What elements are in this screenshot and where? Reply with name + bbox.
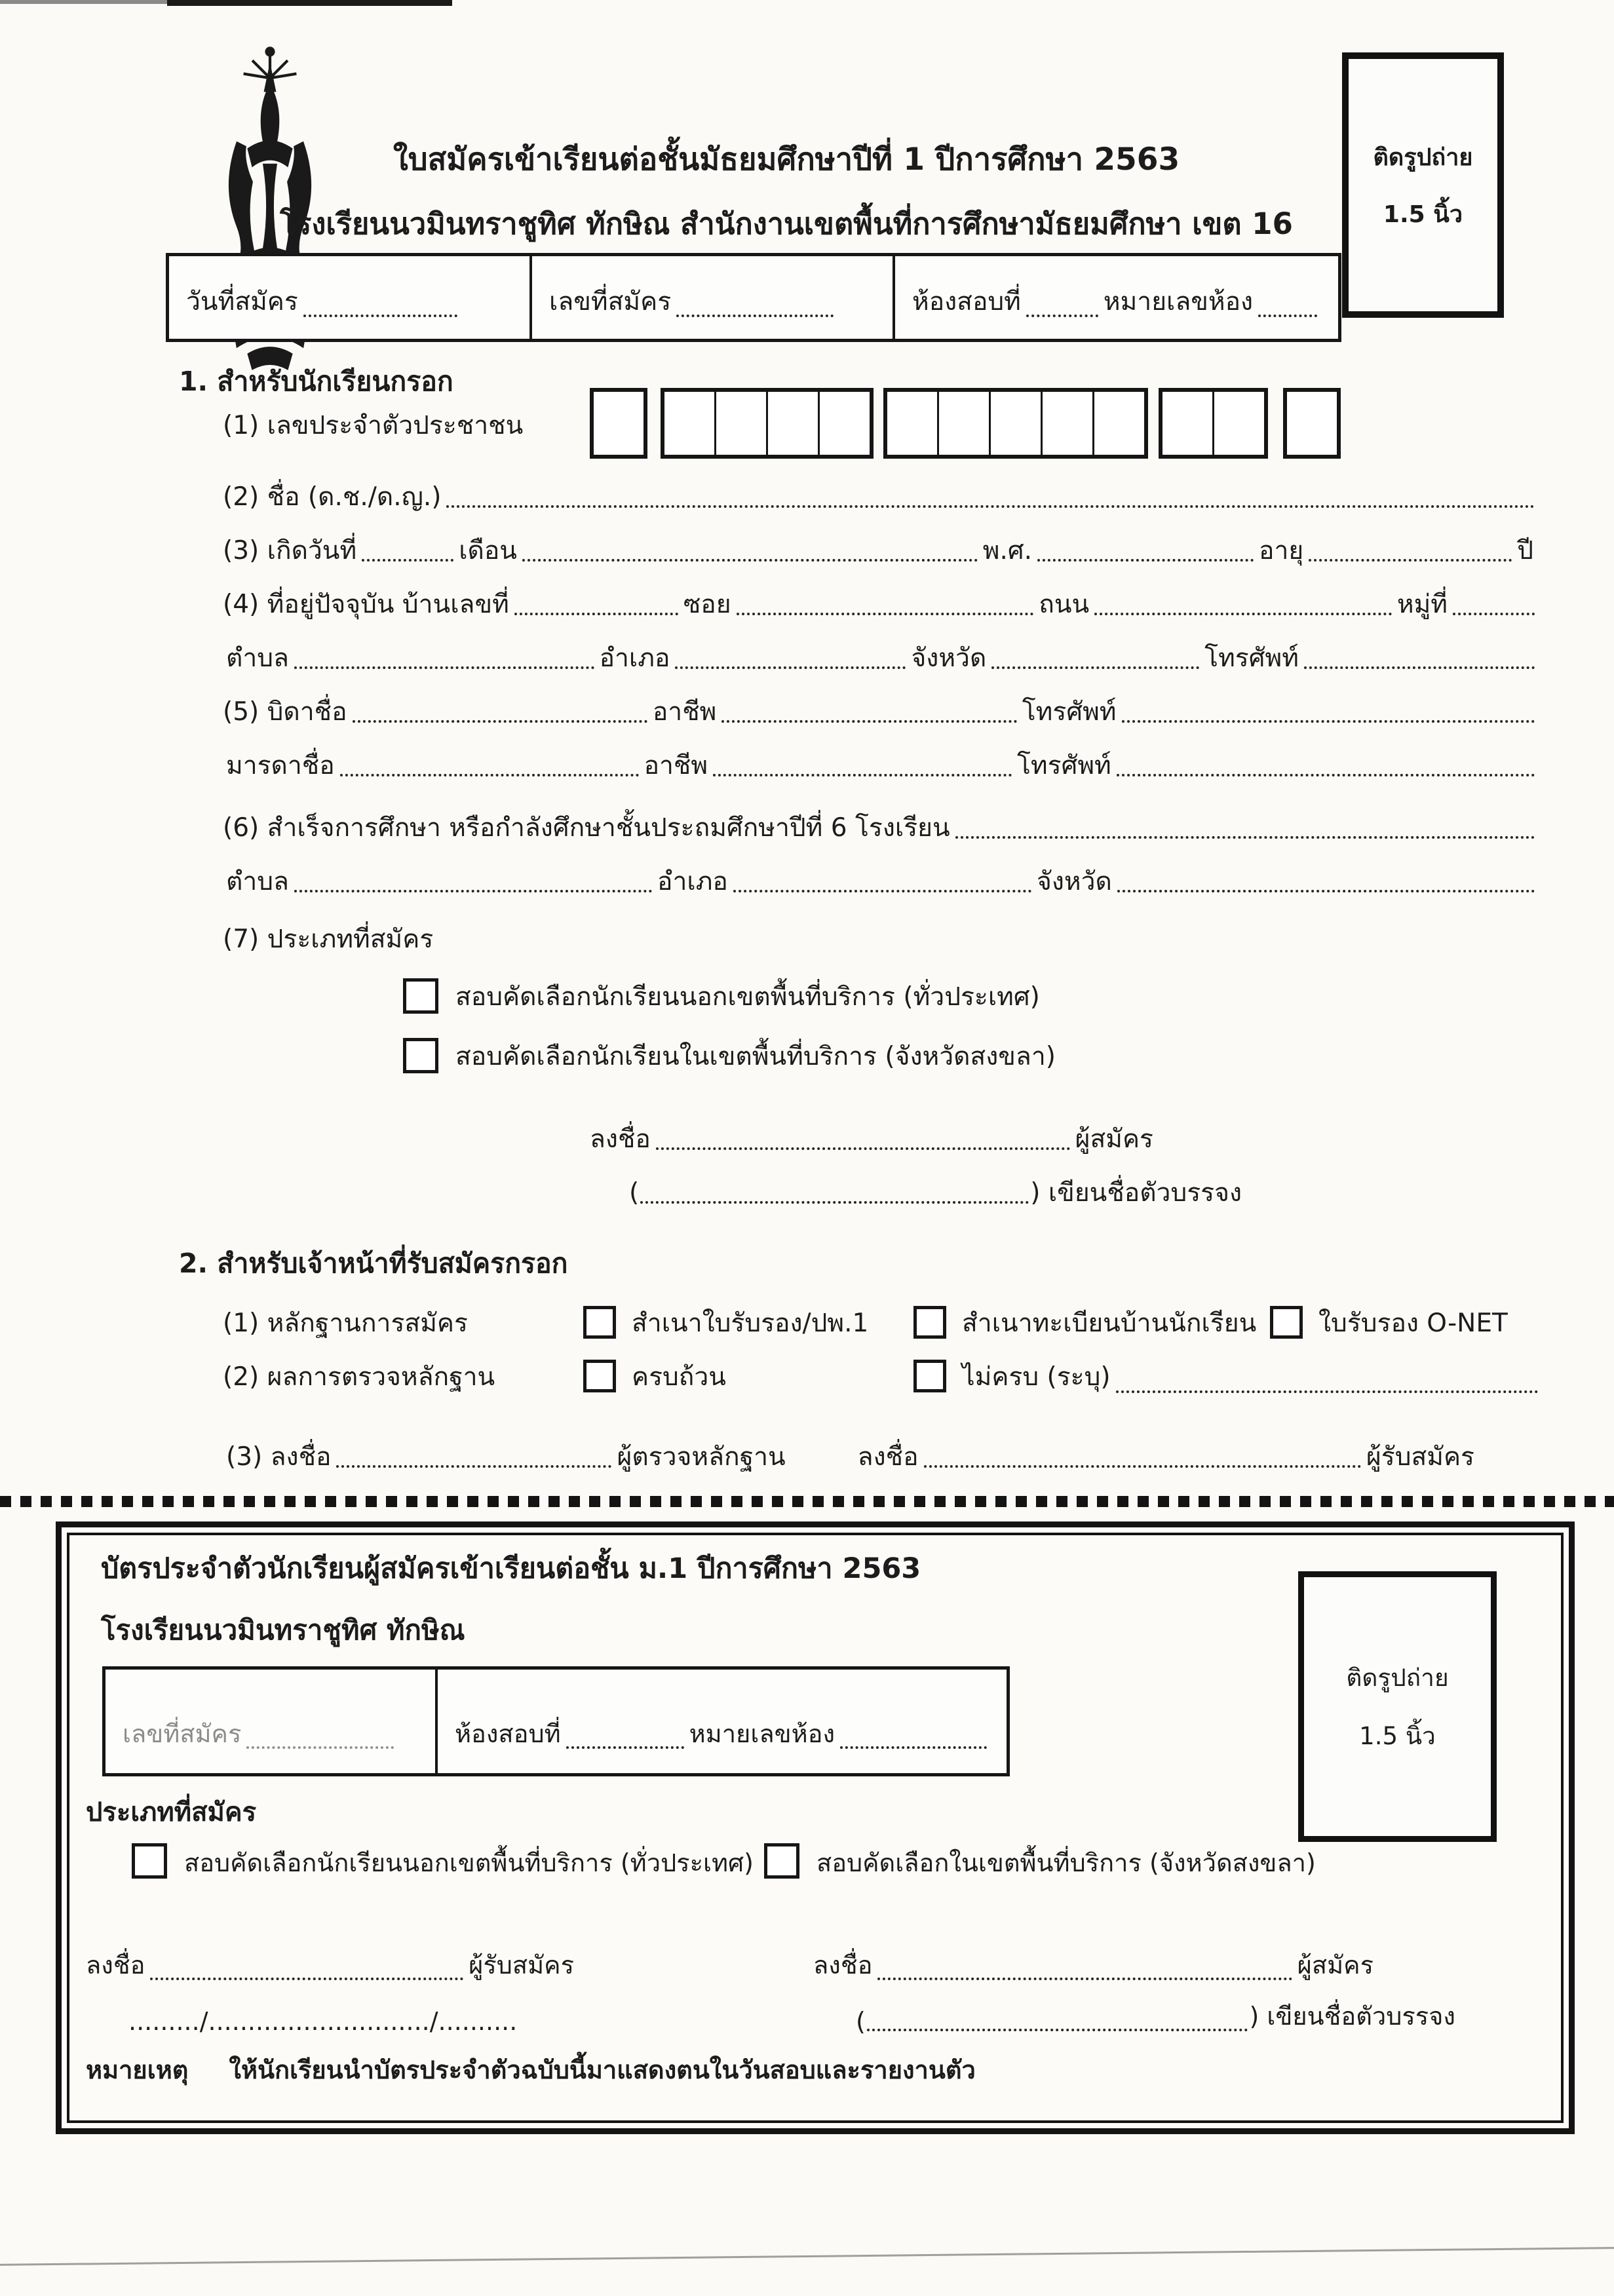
citizen-id-label: (1) เลขประจำตัวประชาชน xyxy=(223,411,524,441)
checkbox-incomplete[interactable] xyxy=(913,1360,946,1392)
checkbox-house-registration[interactable] xyxy=(913,1306,946,1339)
checkbox-complete[interactable] xyxy=(583,1360,616,1392)
card-checkbox-inside-service-area[interactable] xyxy=(764,1843,799,1879)
student-exam-card xyxy=(56,1521,1575,2134)
birth-month-label: เดือน xyxy=(459,536,517,566)
name-label: (2) ชื่อ (ด.ช./ด.ญ.) xyxy=(223,482,442,512)
previous-school-label: (6) สำเร็จการศึกษา หรือกำลังศึกษาชั้นประถมศึกษาปีที่ 6 โรงเรียน xyxy=(223,813,950,843)
evidence-label: (1) หลักฐานการสมัคร xyxy=(223,1308,468,1338)
exam-room-label: ห้องสอบที่ xyxy=(912,287,1021,316)
photo-box-label-2: 1.5 นิ้ว xyxy=(1383,201,1463,228)
card-date-row xyxy=(128,1999,517,2036)
id-digit-group-2 xyxy=(661,388,874,459)
card-receiver-role-label: ผู้รับสมัคร xyxy=(469,1951,574,1980)
mother-phone-label: โทรศัพท์ xyxy=(1016,751,1111,781)
school-name-line: โรงเรียนนวมินทราชูทิศ ทักษิณ สำนักงานเขตพื้นที่การศึกษามัธยมศึกษา เขต 16 xyxy=(280,206,1293,241)
card-type-option-2 xyxy=(764,1842,1316,1883)
father-row xyxy=(223,689,1540,727)
applicant-role-label: ผู้สมัคร xyxy=(1075,1124,1153,1155)
section1-heading: 1. สำหรับนักเรียนกรอก xyxy=(179,365,453,397)
province-label: จังหวัด xyxy=(911,643,987,674)
tambon-field[interactable] xyxy=(294,660,594,669)
card-note-label: หมายเหตุ xyxy=(86,2056,189,2084)
info-cell-apply-date xyxy=(169,256,529,339)
card-exam-room-label: ห้องสอบที่ xyxy=(455,1719,561,1748)
phone-label: โทรศัพท์ xyxy=(1204,643,1299,674)
id-digit-box[interactable] xyxy=(1092,392,1144,455)
father-occupation-label: อาชีพ xyxy=(652,697,717,727)
photo-box xyxy=(1342,52,1504,318)
id-digit-box[interactable] xyxy=(818,392,870,455)
soi-field[interactable] xyxy=(737,606,1034,615)
id-digit-group-5 xyxy=(1283,388,1341,459)
father-name-label: (5) บิดาชื่อ xyxy=(223,697,347,727)
id-digit-box[interactable] xyxy=(714,392,766,455)
id-digit-box[interactable] xyxy=(1162,392,1212,455)
option-certificate-copy-label: สำเนาใบรับรอง/ปพ.1 xyxy=(632,1308,869,1338)
amphoe-label: อำเภอ xyxy=(599,643,670,674)
card-receiver-signature-field[interactable] xyxy=(150,1971,463,1980)
road-label: ถนน xyxy=(1039,590,1090,620)
card-note-row xyxy=(86,2053,976,2090)
checkbox-onet-certificate[interactable] xyxy=(1270,1306,1303,1339)
checkbox-outside-service-area[interactable] xyxy=(403,978,438,1014)
father-phone-label: โทรศัพท์ xyxy=(1022,697,1117,727)
header-info-bar xyxy=(166,253,1341,342)
moo-label: หมู่ที่ xyxy=(1396,590,1448,620)
id-digit-group-4 xyxy=(1159,388,1268,459)
previous-school-field[interactable] xyxy=(955,830,1535,839)
id-digit-box[interactable] xyxy=(937,392,989,455)
card-printed-name-field[interactable] xyxy=(867,2022,1248,2031)
card-receiver-signature-label: ลงชื่อ xyxy=(86,1951,145,1980)
apply-number-field[interactable] xyxy=(676,308,834,317)
school-tambon-label: ตำบล xyxy=(226,867,289,897)
option-onet-certificate-label: ใบรับรอง O-NET xyxy=(1318,1308,1508,1338)
name-field[interactable] xyxy=(446,499,1535,508)
moo-field[interactable] xyxy=(1453,606,1535,615)
card-school-name: โรงเรียนนวมินทราชูทิศ ทักษิณ xyxy=(101,1614,465,1646)
birth-day-field[interactable] xyxy=(362,552,453,562)
verifier-role-label: ผู้ตรวจหลักฐาน xyxy=(617,1442,786,1472)
apply-date-field[interactable] xyxy=(303,308,457,317)
age-label: อายุ xyxy=(1259,536,1304,566)
room-number-label: หมายเลขห้อง xyxy=(1103,287,1254,316)
school-province-field[interactable] xyxy=(1117,883,1535,892)
school-amphoe-label: อำเภอ xyxy=(657,867,728,897)
applicant-printed-name-field[interactable] xyxy=(640,1195,1029,1204)
checkbox-inside-service-area[interactable] xyxy=(403,1038,438,1073)
student-exam-card-inner-border xyxy=(67,1533,1564,2123)
card-room-number-label: หมายเลขห้อง xyxy=(689,1719,836,1748)
option-house-registration-label: สำเนาทะเบียนบ้านนักเรียน xyxy=(962,1308,1257,1338)
verifier-signature-field[interactable] xyxy=(336,1459,611,1468)
apply-number-label: เลขที่สมัคร xyxy=(549,287,672,316)
card-option-outside-label: สอบคัดเลือกนักเรียนนอกเขตพื้นที่บริการ (ทั่วประเทศ) xyxy=(184,1848,754,1877)
school-tambon-field[interactable] xyxy=(294,883,652,892)
card-printed-name-note: ) เขียนชื่อตัวบรรจง xyxy=(1249,2002,1455,2031)
mother-occupation-field[interactable] xyxy=(713,767,1012,776)
form-title: ใบสมัครเข้าเรียนต่อชั้นมัธยมศึกษาปีที่ 1 ปีการศึกษา 2563 xyxy=(393,142,1180,178)
house-number-field[interactable] xyxy=(514,606,678,615)
apply-type-option-1 xyxy=(403,978,1040,1017)
school-province-label: จังหวัด xyxy=(1036,867,1112,897)
info-cell-apply-number xyxy=(529,256,893,339)
card-info-bar xyxy=(102,1666,1010,1776)
apply-type-option-2 xyxy=(403,1037,1056,1077)
card-title: บัตรประจำตัวนักเรียนผู้สมัครเข้าเรียนต่อชั้น ม.1 ปีการศึกษา 2563 xyxy=(101,1552,921,1585)
id-digit-group-1 xyxy=(590,388,647,459)
card-cell-exam-room xyxy=(435,1670,1007,1773)
card-applicant-signature-field[interactable] xyxy=(877,1971,1292,1980)
card-apply-number-label: เลขที่สมัคร xyxy=(123,1719,242,1748)
house-number-label: (4) ที่อยู่ปัจจุบัน บ้านเลขที่ xyxy=(223,590,509,620)
printed-name-note: ) เขียนชื่อตัวบรรจง xyxy=(1030,1178,1242,1208)
card-photo-box-label-1: ติดรูปถ่าย xyxy=(1346,1663,1449,1692)
cut-here-dashed-line xyxy=(0,1496,1614,1507)
apply-type-heading: (7) ประเภทที่สมัคร xyxy=(223,925,434,955)
mother-name-label: มารดาชื่อ xyxy=(226,751,335,781)
previous-school-row xyxy=(223,805,1540,843)
evidence-row xyxy=(223,1303,1543,1344)
card-cell-apply-number xyxy=(106,1670,435,1773)
receiver-signature-label: ลงชื่อ xyxy=(857,1442,919,1472)
incomplete-detail-field[interactable] xyxy=(1116,1384,1538,1393)
receiver-signature-field[interactable] xyxy=(924,1459,1361,1468)
card-apply-number-field[interactable] xyxy=(246,1740,394,1749)
id-digit-box[interactable] xyxy=(766,392,818,455)
card-checkbox-outside-service-area[interactable] xyxy=(132,1843,167,1879)
apply-date-label: วันที่สมัคร xyxy=(186,287,298,316)
id-digit-box[interactable] xyxy=(887,392,937,455)
card-type-heading: ประเภทที่สมัคร xyxy=(86,1797,257,1827)
evidence-check-row xyxy=(223,1357,1543,1398)
option-complete-label: ครบถ้วน xyxy=(632,1362,726,1392)
option-incomplete-label: ไม่ครบ (ระบุ) xyxy=(962,1362,1111,1392)
card-applicant-signature-label: ลงชื่อ xyxy=(813,1951,873,1980)
address-row xyxy=(223,582,1540,620)
scan-artifact-top-dark xyxy=(167,0,452,6)
father-name-field[interactable] xyxy=(353,714,647,723)
age-unit-label: ปี xyxy=(1517,536,1533,566)
tambon-label: ตำบล xyxy=(226,643,289,674)
info-cell-exam-room xyxy=(893,256,1338,339)
id-digit-box[interactable] xyxy=(1212,392,1264,455)
signature-label: ลงชื่อ xyxy=(590,1124,651,1155)
card-date-field[interactable]: ........./............................/.......... xyxy=(128,2007,518,2036)
father-phone-field[interactable] xyxy=(1122,714,1535,723)
province-field[interactable] xyxy=(991,660,1199,669)
card-receiver-signature-row xyxy=(86,1948,574,1985)
soi-label: ซอย xyxy=(683,590,731,620)
previous-school-address-row xyxy=(226,859,1540,897)
birth-day-label: (3) เกิดวันที่ xyxy=(223,536,357,566)
mother-occupation-label: อาชีพ xyxy=(644,751,708,781)
applicant-signature-row xyxy=(590,1117,1153,1155)
birth-month-field[interactable] xyxy=(522,552,978,562)
birthdate-row xyxy=(223,528,1533,566)
id-digit-box[interactable] xyxy=(1041,392,1092,455)
id-digit-box[interactable] xyxy=(594,392,644,455)
amphoe-field[interactable] xyxy=(675,660,906,669)
school-amphoe-field[interactable] xyxy=(733,883,1031,892)
id-digit-group-3 xyxy=(883,388,1148,459)
receiver-role-label: ผู้รับสมัคร xyxy=(1366,1442,1474,1472)
mother-row xyxy=(226,743,1540,781)
id-digit-box[interactable] xyxy=(1287,392,1337,455)
option-outside-service-area-label: สอบคัดเลือกนักเรียนนอกเขตพื้นที่บริการ (ทั่วประเทศ) xyxy=(455,982,1040,1012)
card-option-inside-label: สอบคัดเลือกในเขตพื้นที่บริการ (จังหวัดสงขลา) xyxy=(817,1848,1316,1877)
scan-artifact-page-edge xyxy=(0,2247,1614,2266)
card-note-text: ให้นักเรียนนำบัตรประจำตัวฉบับนี้มาแสดงตนในวันสอบและรายงานตัว xyxy=(229,2056,976,2084)
mother-phone-field[interactable] xyxy=(1117,767,1535,776)
checkbox-certificate-copy[interactable] xyxy=(583,1306,616,1339)
applicant-signature-field[interactable] xyxy=(656,1141,1070,1150)
card-type-option-1 xyxy=(132,1842,754,1883)
card-exam-room-field[interactable] xyxy=(566,1740,684,1749)
card-printed-name-row xyxy=(856,1999,1455,2036)
card-photo-box xyxy=(1298,1571,1497,1842)
mother-name-field[interactable] xyxy=(340,767,639,776)
age-field[interactable] xyxy=(1309,552,1512,562)
card-applicant-role-label: ผู้สมัคร xyxy=(1297,1951,1374,1980)
id-digit-box[interactable] xyxy=(989,392,1041,455)
birth-year-field[interactable] xyxy=(1037,552,1254,562)
birth-year-label: พ.ศ. xyxy=(982,536,1033,566)
paren-open: ( xyxy=(629,1178,640,1208)
name-row xyxy=(223,474,1540,512)
phone-field[interactable] xyxy=(1304,660,1535,669)
exam-room-field[interactable] xyxy=(1026,308,1098,317)
officer-signature-row xyxy=(226,1434,1474,1472)
photo-box-label-1: ติดรูปถ่าย xyxy=(1373,144,1473,171)
applicant-printed-name-row xyxy=(629,1170,1242,1208)
card-paren-open: ( xyxy=(856,2007,866,2036)
card-photo-box-label-2: 1.5 นิ้ว xyxy=(1359,1721,1436,1750)
evidence-check-label: (2) ผลการตรวจหลักฐาน xyxy=(223,1362,495,1392)
id-digit-box[interactable] xyxy=(664,392,714,455)
verifier-signature-label: (3) ลงชื่อ xyxy=(226,1442,332,1472)
section2-heading: 2. สำหรับเจ้าหน้าที่รับสมัครกรอก xyxy=(179,1247,568,1279)
father-occupation-field[interactable] xyxy=(721,714,1016,723)
room-number-field[interactable] xyxy=(1258,308,1317,317)
card-applicant-signature-row xyxy=(813,1948,1374,1985)
card-room-number-field[interactable] xyxy=(840,1740,987,1749)
option-inside-service-area-label: สอบคัดเลือกนักเรียนในเขตพื้นที่บริการ (จังหวัดสงขลา) xyxy=(455,1041,1056,1071)
road-field[interactable] xyxy=(1094,606,1392,615)
address-row-2 xyxy=(226,636,1540,674)
